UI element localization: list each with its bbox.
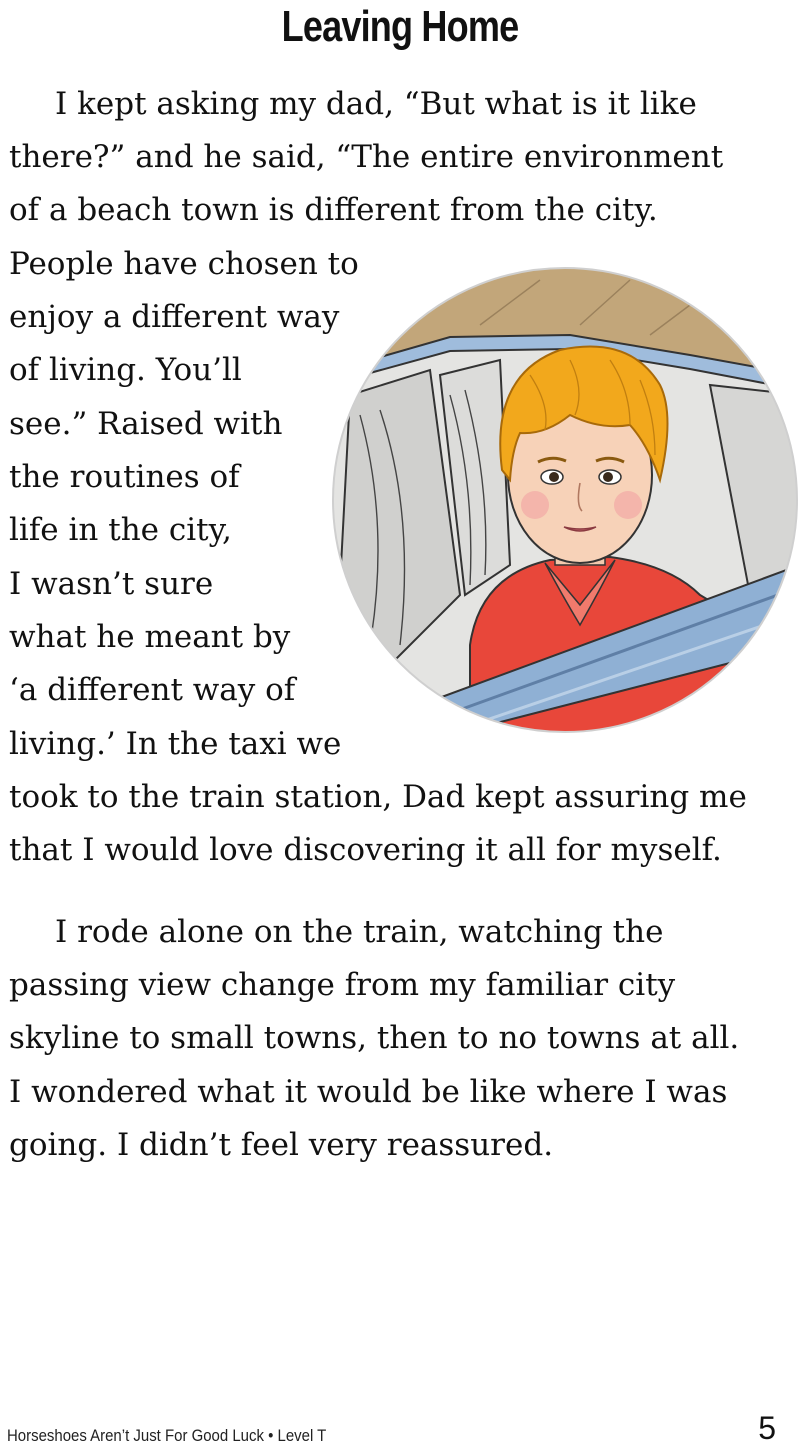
text-line: I rode alone on the train, watching the [55, 914, 664, 950]
text-line: that I would love discovering it all for myself. [9, 832, 722, 868]
page-title: Leaving Home [281, 2, 519, 51]
boy-in-taxi-illustration [330, 265, 800, 735]
text-line: enjoy a different way [9, 299, 340, 335]
text-line: I kept asking my dad, “But what is it like [55, 86, 697, 122]
text-line: the routines of [9, 459, 240, 495]
text-line: ‘a different way of [9, 672, 296, 708]
footer-separator: • [268, 1426, 274, 1445]
text-line: see.” Raised with [9, 406, 283, 442]
footer [7, 1422, 326, 1450]
text-line: what he meant by [9, 619, 291, 655]
text-line: I wasn’t sure [9, 566, 214, 602]
text-line: skyline to small towns, then to no towns at all. [9, 1020, 740, 1056]
page-number: 5 [758, 1410, 776, 1446]
book-level: Level T [277, 1426, 327, 1445]
text-line: of a beach town is different from the city. [9, 192, 658, 228]
text-line: passing view change from my familiar city [9, 967, 676, 1003]
book-title: Horseshoes Aren’t Just For Good Luck [7, 1426, 264, 1445]
text-line: People have chosen to [9, 246, 359, 282]
text-line: going. I didn’t feel very reassured. [9, 1127, 554, 1163]
text-line: life in the city, [9, 512, 232, 548]
text-line: I wondered what it would be like where I was [9, 1074, 728, 1110]
text-line: there?” and he said, “The entire environment [9, 139, 724, 175]
text-line: of living. You’ll [9, 352, 242, 388]
text-line: living.’ In the taxi we [9, 726, 342, 762]
text-line: took to the train station, Dad kept assuring me [9, 779, 747, 815]
